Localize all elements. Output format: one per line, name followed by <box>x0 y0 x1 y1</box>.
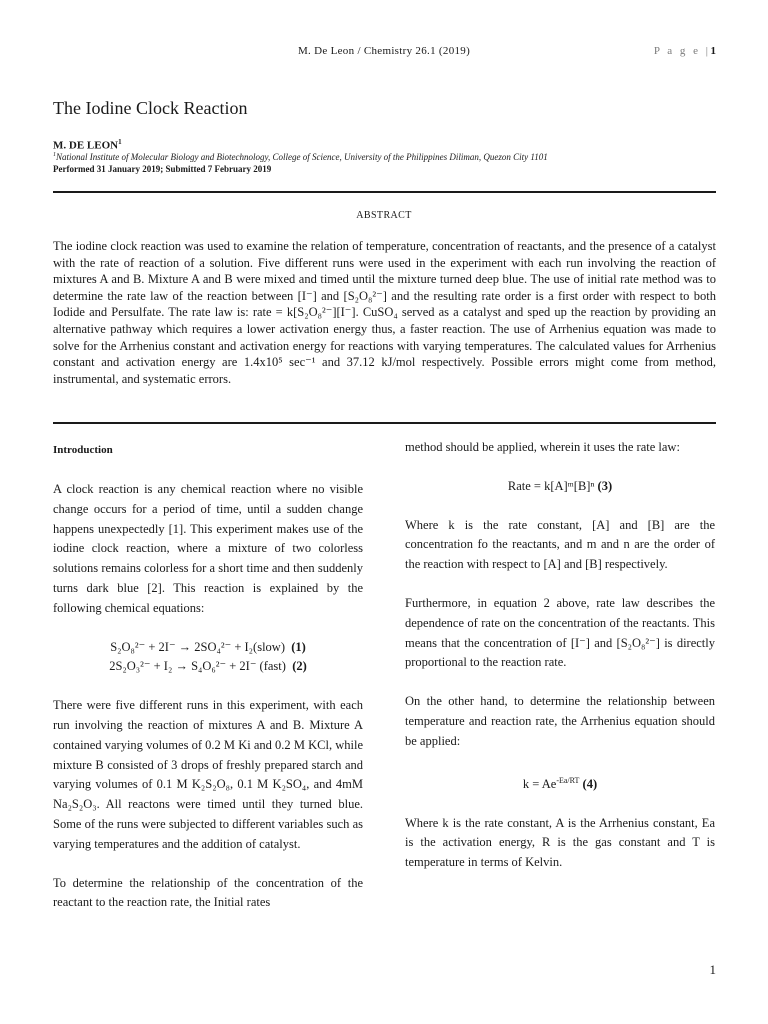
abstract-top-rule <box>53 191 716 193</box>
equation-4-exponent: -Ea/RT <box>556 775 580 785</box>
affiliation-text: National Institute of Molecular Biology and Biotechnology, College of Science, University of the Philippines Diliman, Quezon City 1101 <box>56 152 548 162</box>
equation-3 <box>405 477 715 497</box>
right-paragraph-5: Where k is the rate constant, A is the Arrhenius constant, Ea is the activation energy, R is the gas constant and T is temperature in terms of Kelvin. <box>405 815 715 870</box>
affiliation-superscript: 1 <box>53 152 56 158</box>
intro-paragraph-2: There were five different runs in this experiment, with each run involving the reaction of mixtures A and B. Mixture A contained varying volumes of 0.2 M Ki and 0.2 M KCl, while mixture B consisted of 3 drops of freshly prepared starch and varying volumes of 0.1 M K₂S₂O₈, 0.1 M K₂SO₄, and 4mM Na₂S₂O₃. All reactons were timed until they turned blue. Some of the runs were subjected to different variables such as varying temperatures and the addition of catalyst. <box>53 698 363 851</box>
affiliation <box>53 152 548 162</box>
right-paragraph-4: On the other hand, to determine the relationship between temperature and reaction rate, the Arrhenius equation should be applied: <box>405 694 715 748</box>
equation-1-number: (1) <box>291 639 306 654</box>
author-name: M. DE LEON <box>53 139 119 152</box>
running-title: M. De Leon / Chemistry 26.1 (2019) <box>297 45 471 57</box>
abstract-bottom-rule <box>53 422 716 424</box>
equation-4-number: (4) <box>582 776 598 791</box>
equation-3-body: Rate = k[A]ᵐ[B]ⁿ <box>507 478 595 493</box>
equation-4 <box>405 771 715 795</box>
page-indicator-number: 1 <box>710 45 716 57</box>
right-paragraph-1: method should be applied, wherein it uses the rate law: <box>405 440 680 454</box>
equation-3-number: (3) <box>597 478 613 493</box>
right-paragraph-3: Furthermore, in equation 2 above, rate law describes the dependence of rate on the concentration of the reactants. This means that the concentration of [I⁻] and [S₂O₈²⁻] is directly proportional to the reaction rate. <box>405 595 715 670</box>
intro-paragraph-3: To determine the relationship of the concentration of the reactant to the reaction rate, the Initial rates <box>53 875 363 910</box>
running-header <box>0 45 768 61</box>
dates-line: Performed 31 January 2019; Submitted 7 February 2019 <box>53 164 272 174</box>
page-number: 1 <box>709 962 716 977</box>
equation-4-base: k = Ae <box>522 776 557 791</box>
abstract-heading: ABSTRACT <box>356 210 412 221</box>
right-column <box>405 438 715 892</box>
equation-2 <box>53 657 363 677</box>
right-paragraph-2: Where k is the rate constant, [A] and [B] are the concentration fo the reactants, and m and n are the order of the reaction with respect to [A] and [B] respectively. <box>405 517 715 572</box>
abstract-text: The iodine clock reaction was used to examine the relation of temperature, concentration of reactants, and the presence of a catalyst with the rate of reaction of a solution. Five different runs were used in the experiment with each run involving the reaction of mixtures A and B. Mixture A and B were mixed and timed until the mixture turned deep blue. The use of initial rate method was to determine the rate law of the reaction between [I⁻] and [S₂O₈²⁻] and the resulting rate order is a first order with respect to both Iodide and Persulfate. The rate law is: rate = k[S₂O₈²⁻][I⁻]. CuSO₄ served as a catalyst and sped up the reaction by providing an alternative pathway which requires a lower activation energy thus, a faster reaction. The use of Arrhenius equation was made to solve for the Arrhenius constant and activation energy for reactions with varying temperatures. The calculated values for Arrhenius constant and activation energy are 1.4x10⁵ sec⁻¹ and 37.12 kJ/mol respectively. Possible errors might come from method, instrumental, and systematic errors. <box>53 239 716 386</box>
equation-1-body: S₂O₈²⁻ + 2I⁻ → 2SO₄²⁻ + I₂(slow) <box>110 639 285 654</box>
page-label: P a g e | <box>653 45 711 57</box>
author-superscript: 1 <box>118 138 122 146</box>
equation-2-body: 2S₂O₃²⁻ + I₂ → S₄O₆²⁻ + 2I⁻ (fast) <box>109 659 286 674</box>
introduction-heading: Introduction <box>53 444 113 456</box>
equation-1 <box>53 638 363 658</box>
page-indicator <box>654 45 716 57</box>
intro-paragraph-1: A clock reaction is any chemical reaction where no visible change occurs for a period of time, until a sudden change happens unexpectedly [1]. This experiment makes use of the iodine clock reaction, where a mixture of two colorless solutions remains colorless for a short time and then suddenly turns dark blue [2]. This reaction is explained by the following chemical equations: <box>53 482 363 615</box>
author-line <box>53 138 122 152</box>
equation-2-number: (2) <box>292 659 307 674</box>
paper-title: The Iodine Clock Reaction <box>53 98 248 118</box>
left-column <box>53 438 363 932</box>
